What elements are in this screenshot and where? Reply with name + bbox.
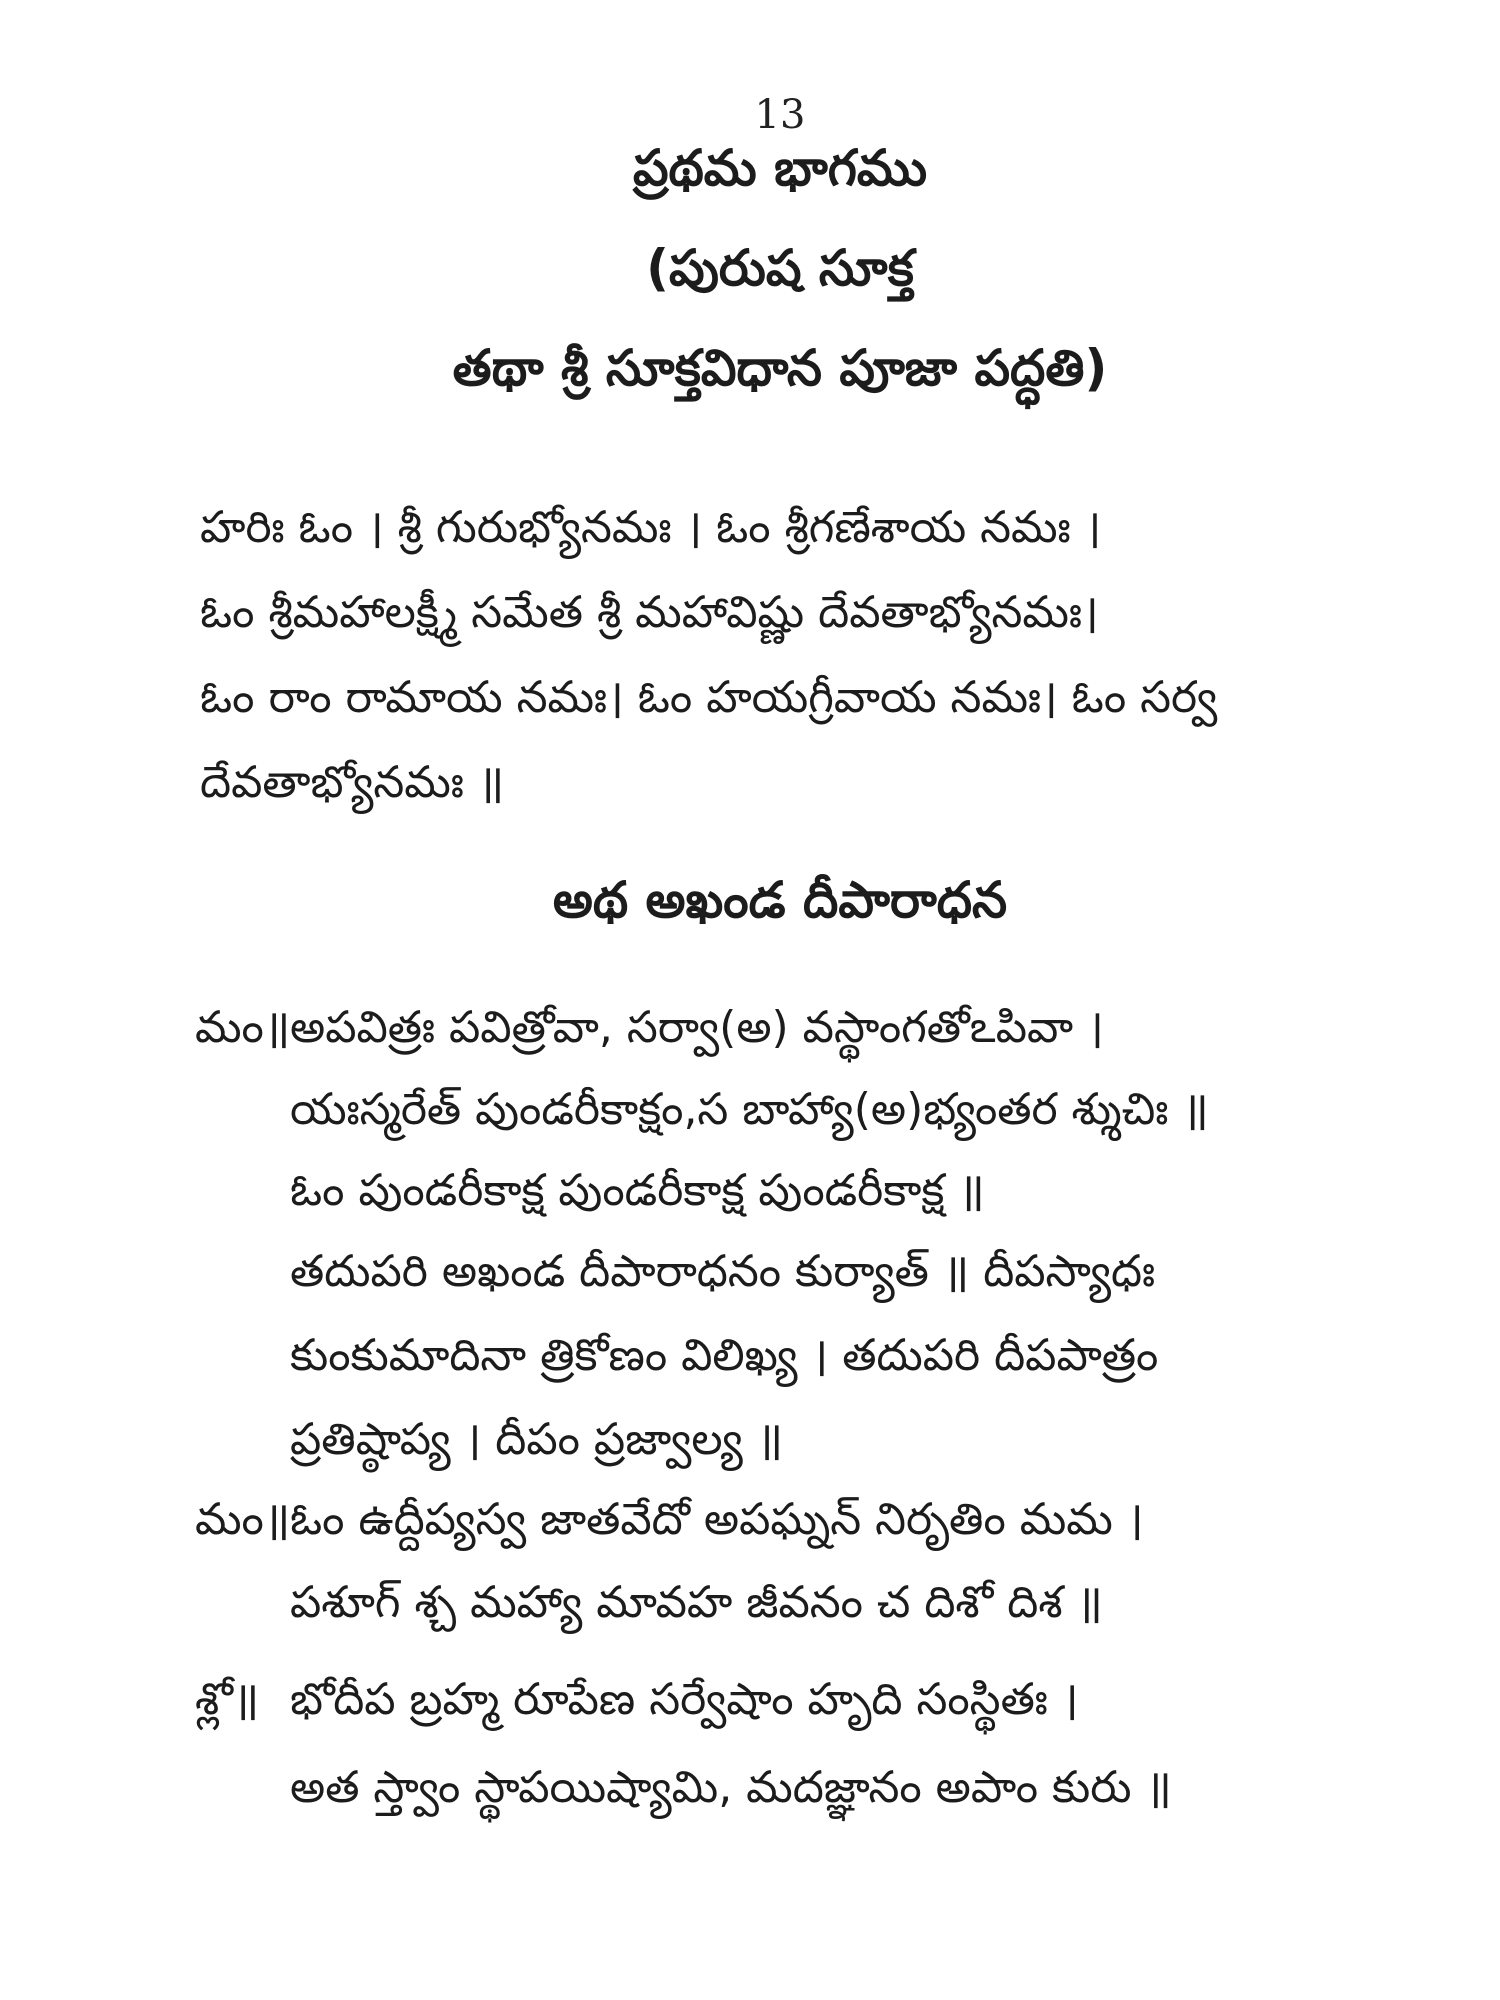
invocation-line: దేవతాభ్యోనమః ॥: [200, 757, 505, 808]
mantra-line: పశూగ్ శ్చ మహ్యా మావహ జీవనం చ దిశో దిశ ॥: [290, 1577, 1103, 1628]
mantra-line: యఃస్మరేత్ పుండరీకాక్షం,స బాహ్యా(అ)భ్యంతర శ్శుచిః ॥: [290, 1084, 1209, 1135]
shloka-line: భోదీప బ్రహ్మ రూపేణ సర్వేషాం హృది సంస్థితః ।: [290, 1674, 1079, 1725]
invocation-line: హరిః ఓం । శ్రీ గురుభ్యోనమః । ఓం శ్రీగణేశాయ నమః ।: [200, 502, 1102, 553]
mantra-line: ఓం పుండరీకాక్ష పుండరీకాక్ష పుండరీకాక్ష ॥: [290, 1165, 985, 1216]
invocation-line: ఓం రాం రామాయ నమః। ఓం హయగ్రీవాయ నమః। ఓం సర్వ: [200, 672, 1218, 723]
invocation-line: ఓం శ్రీమహాలక్ష్మీ సమేత శ్రీ మహావిష్ణు దేవతాభ్యోనమః।: [200, 587, 1099, 638]
section-heading: అథ అఖండ దీపారాధన: [552, 871, 1008, 929]
page-number: 13: [754, 92, 806, 138]
instruction-line: ప్రతిష్ఠాప్య । దీపం ప్రజ్వాల్య ॥: [290, 1414, 784, 1465]
mantra-line: ఓం ఉద్దీప్యస్వ జాతవేదో అపఘ్నన్ నిరృతిం మమ ।: [290, 1494, 1144, 1545]
subtitle-line-2: తథా శ్రీ సూక్తవిధాన పూజా పద్ధతి): [452, 339, 1108, 397]
mantra-label: మం॥: [195, 1002, 291, 1053]
shloka-label: శ్లో॥: [195, 1674, 260, 1725]
subtitle-line-1: (పురుష సూక్త: [646, 239, 914, 297]
instruction-line: కుంకుమాదినా త్రికోణం విలిఖ్య । తదుపరి దీపపాత్రం: [290, 1330, 1159, 1381]
page-title: ప్రథమ భాగము: [632, 139, 928, 197]
shloka-line: అత స్త్వాం స్థాపయిష్యామి, మదజ్ఞానం అపాం కురు ॥: [290, 1762, 1172, 1813]
instruction-line: తదుపరి అఖండ దీపారాధనం కుర్యాత్ ॥ దీపస్యాధః: [290, 1246, 1156, 1297]
mantra-line: అపవిత్రః పవిత్రోవా, సర్వా(అ) వస్థాంగతోఽపివా ।: [290, 1002, 1104, 1053]
mantra-label: మం॥: [195, 1494, 291, 1545]
